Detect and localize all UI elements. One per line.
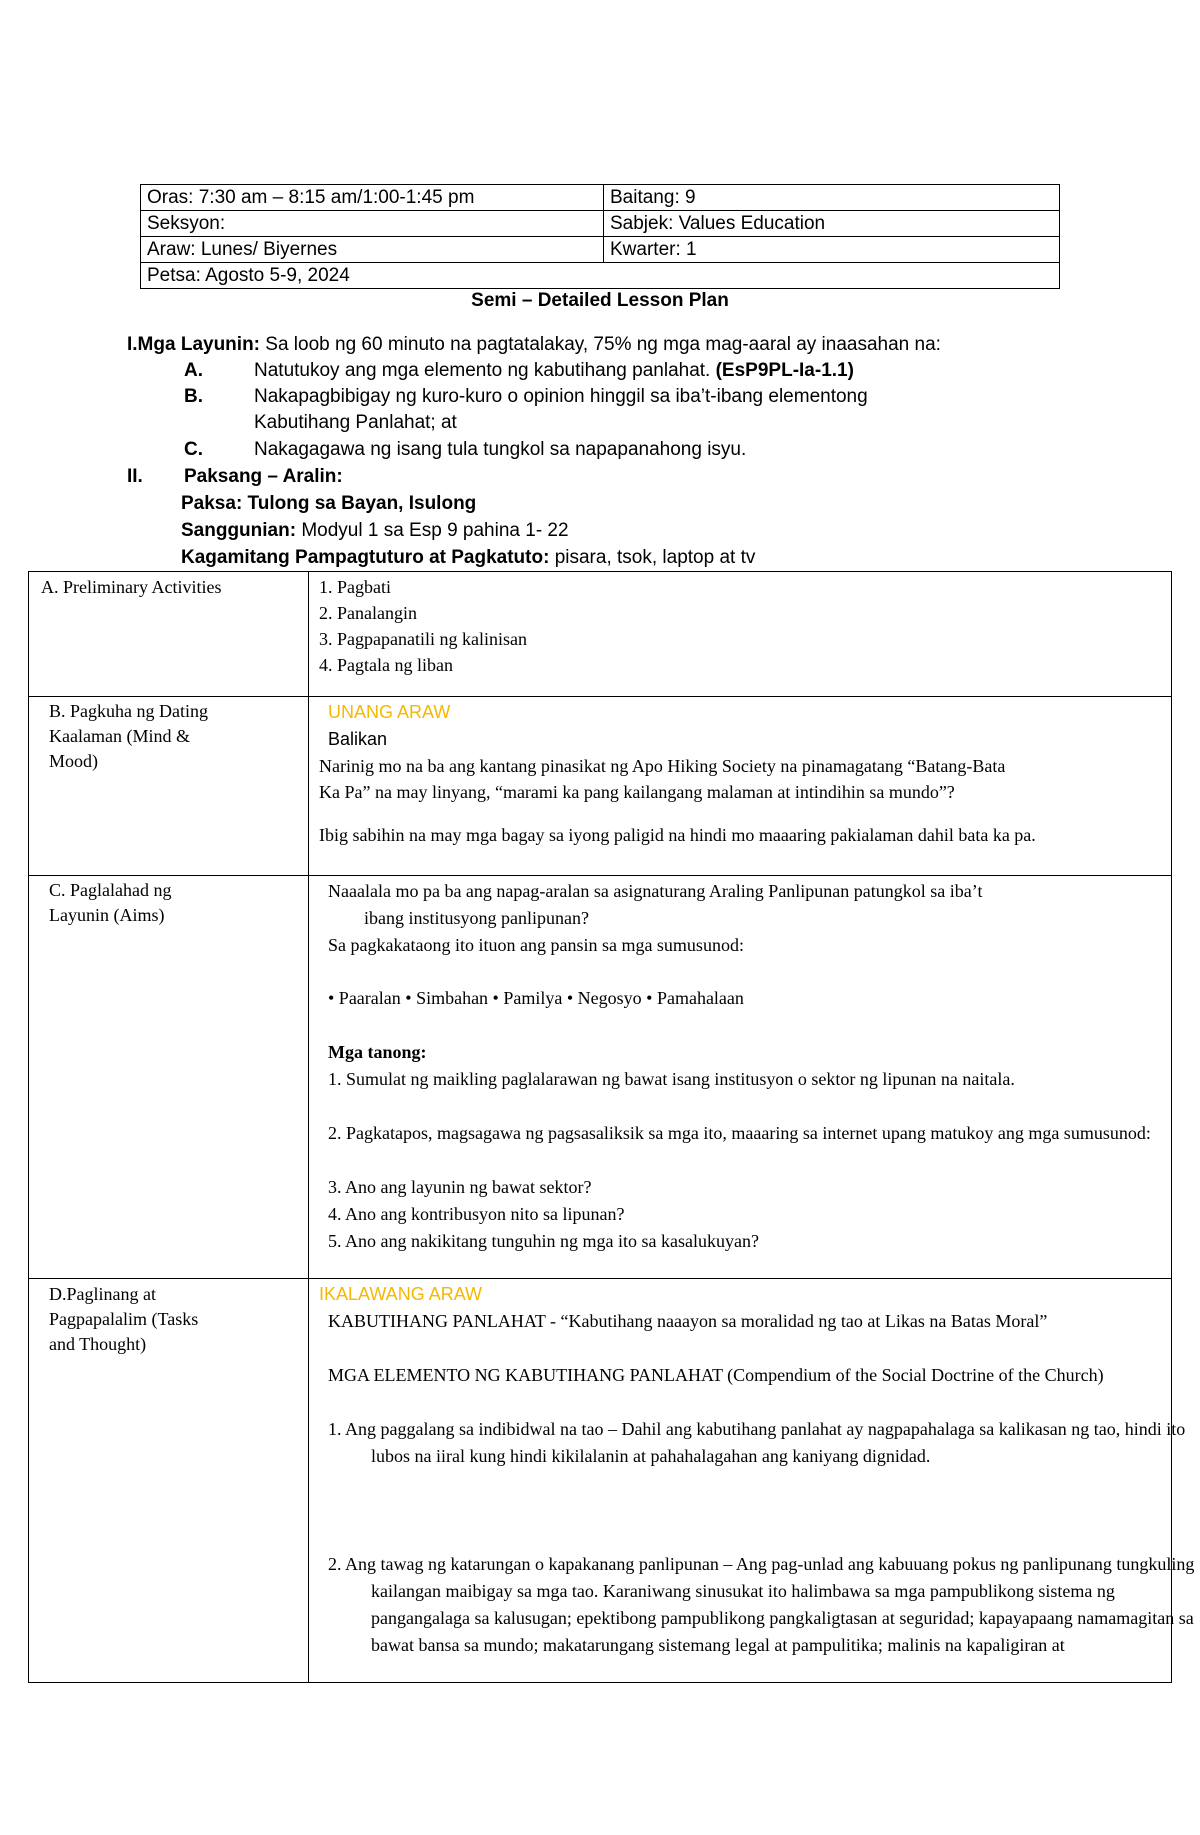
- elements-heading: MGA ELEMENTO NG KABUTIHANG PANLAHAT (Compendium of the Social Doctrine of the Church): [328, 1365, 1104, 1385]
- petsa-cell: Petsa: Agosto 5-9, 2024: [141, 263, 1060, 289]
- element-item: 2. Ang tawag ng katarungan o kapakanang panlipunan – Ang pag-unlad ang kabuuang pokus ng panlipunang tungkuling kailangan maibigay sa mga tao. Karaniwang sinusukat ito halimbawa sa mga pampublikong sistema ng pangangalaga sa kalusugan; epektibong pampublikong pangkaligtasan at seguridad; kapayapaang namamagitan sa bawat bansa sa mundo; makatarungang sistemang legal at pampulitika; malinis na kapaligiran at: [328, 1554, 1195, 1655]
- objective-b-text-cont: Kabutihang Panlahat; at: [254, 412, 457, 433]
- section-c-text: Sa pagkakataong ito ituon ang pansin sa mga sumusunod:: [328, 935, 744, 955]
- seksyon-cell: Seksyon:: [141, 211, 604, 237]
- paksa-label: Paksa:: [181, 493, 243, 514]
- objectives-line: [127, 332, 941, 358]
- section-row-b: [29, 697, 1172, 876]
- sanggunian-value: Modyul 1 sa Esp 9 pahina 1- 22: [296, 520, 569, 541]
- question-item: 1. Sumulat ng maikling paglalarawan ng bawat isang institusyon o sektor ng lipunan na naitala.: [328, 1069, 1015, 1089]
- day-label: UNANG ARAW: [328, 702, 451, 722]
- paksa-line: [181, 491, 476, 517]
- section-a-item: 3. Pagpapanatili ng kalinisan: [319, 629, 527, 649]
- question-item: 2. Pagkatapos, magsagawa ng pagsasaliksik sa mga ito, maaaring sa internet upang matukoy ang mga sumusunod:: [328, 1123, 1151, 1143]
- section-label-cell: [29, 1279, 309, 1683]
- section-content-cell: [309, 572, 1172, 697]
- section-a-label: A. Preliminary Activities: [41, 577, 222, 597]
- section-content-cell: [309, 1279, 1195, 1683]
- paksa-value: Tulong sa Bayan, Isulong: [242, 493, 477, 514]
- section-content-cell: [309, 876, 1172, 1279]
- kabutihang-panlahat-definition: KABUTIHANG PANLAHAT - “Kabutihang naaayon sa moralidad ng tao at Likas na Batas Moral”: [328, 1311, 1048, 1331]
- section-b-label: Mood): [49, 751, 98, 771]
- objective-a-desc: Natutukoy ang mga elemento ng kabutihang panlahat.: [254, 360, 716, 381]
- section-label-cell: [29, 572, 309, 697]
- baitang-cell: Baitang: 9: [604, 185, 1060, 211]
- section-a-item: 4. Pagtala ng liban: [319, 655, 453, 675]
- section-c-text: Naaalala mo pa ba ang napag-aralan sa asignaturang Araling Panlipunan patungkol sa iba’t: [328, 881, 983, 901]
- question-item: 3. Ano ang layunin ng bawat sektor?: [328, 1177, 592, 1197]
- section-b-heading: Balikan: [328, 729, 388, 749]
- objectives-label: I.Mga Layunin:: [127, 334, 260, 355]
- objectives-intro: Sa loob ng 60 minuto na pagtatalakay, 75% ng mga mag-aaral ay inaasahan na:: [260, 334, 941, 355]
- section-b-text: Ka Pa” na may linyang, “marami ka pang kailangang malaman at intindihin sa mundo”?: [319, 782, 955, 802]
- objective-b-text: Nakapagbibigay ng kuro-kuro o opinion hinggil sa iba’t-ibang elementong: [254, 386, 868, 407]
- section-b-text: Narinig mo na ba ang kantang pinasikat ng Apo Hiking Society na pinamagatang “Batang-Bata: [319, 756, 1006, 776]
- section-row-a: [29, 572, 1172, 697]
- question-item: 4. Ano ang kontribusyon nito sa lipunan?: [328, 1204, 625, 1224]
- section-d-label: and Thought): [49, 1334, 147, 1354]
- element-item: 1. Ang paggalang sa indibidwal na tao – Dahil ang kabutihang panlahat ay nagpapahalaga sa kalikasan ng tao, hindi ito lubos na iiral kung hindi kikilalanin at pahahalagahan ang kaniyang dignidad.: [328, 1419, 1186, 1466]
- subject-number: II.: [127, 466, 143, 487]
- objective-a-code: (EsP9PL-Ia-1.1): [715, 360, 854, 381]
- kwarter-cell: Kwarter: 1: [604, 237, 1060, 263]
- section-c-label: C. Paglalahad ng: [49, 880, 172, 900]
- section-row-c: [29, 876, 1172, 1279]
- section-b-text: Ibig sabihin na may mga bagay sa iyong paligid na hindi mo maaaring pakialaman dahil bata ka pa.: [319, 825, 1036, 845]
- objective-b-letter: B.: [184, 386, 203, 407]
- sanggunian-line: [181, 518, 569, 544]
- kagamitan-line: [181, 545, 755, 571]
- info-row: [141, 263, 1060, 289]
- section-a-item: 1. Pagbati: [319, 577, 391, 597]
- questions-label: Mga tanong:: [328, 1042, 427, 1062]
- oras-cell: Oras: 7:30 am – 8:15 am/1:00-1:45 pm: [141, 185, 604, 211]
- section-c-text: ibang institusyong panlipunan?: [364, 908, 589, 928]
- kagamitan-value: pisara, tsok, laptop at tv: [549, 547, 756, 568]
- page-title: Semi – Detailed Lesson Plan: [471, 290, 729, 311]
- section-c-label: Layunin (Aims): [49, 905, 165, 925]
- institution-list: • Paaralan • Simbahan • Pamilya • Negosyo • Pamahalaan: [328, 988, 744, 1008]
- lesson-procedure-table: [28, 571, 1195, 1683]
- section-d-label: D.Paglinang at: [49, 1284, 156, 1304]
- sabjek-cell: Sabjek: Values Education: [604, 211, 1060, 237]
- objective-a-text: [254, 358, 854, 384]
- araw-cell: Araw: Lunes/ Biyernes: [141, 237, 604, 263]
- lesson-info-table: [140, 184, 1060, 289]
- section-b-label: B. Pagkuha ng Dating: [49, 701, 208, 721]
- section-d-label: Pagpapalalim (Tasks: [49, 1309, 199, 1329]
- info-row: [141, 211, 1060, 237]
- info-row: [141, 237, 1060, 263]
- question-item: 5. Ano ang nakikitang tunguhin ng mga ito sa kasalukuyan?: [328, 1231, 759, 1251]
- objective-c-letter: C.: [184, 439, 203, 460]
- section-label-cell: [29, 876, 309, 1279]
- section-label-cell: [29, 697, 309, 876]
- subject-label: Paksang – Aralin:: [184, 466, 343, 487]
- section-row-d: [29, 1279, 1172, 1683]
- objective-c-text: Nakagagawa ng isang tula tungkol sa napapanahong isyu.: [254, 439, 747, 460]
- section-content-cell: [309, 697, 1172, 876]
- day-label: IKALAWANG ARAW: [319, 1284, 483, 1304]
- section-a-item: 2. Panalangin: [319, 603, 417, 623]
- section-b-label: Kaalaman (Mind &: [49, 726, 190, 746]
- objective-a-letter: A.: [184, 360, 203, 381]
- kagamitan-label: Kagamitang Pampagtuturo at Pagkatuto:: [181, 547, 550, 568]
- info-row: [141, 185, 1060, 211]
- sanggunian-label: Sanggunian:: [181, 520, 297, 541]
